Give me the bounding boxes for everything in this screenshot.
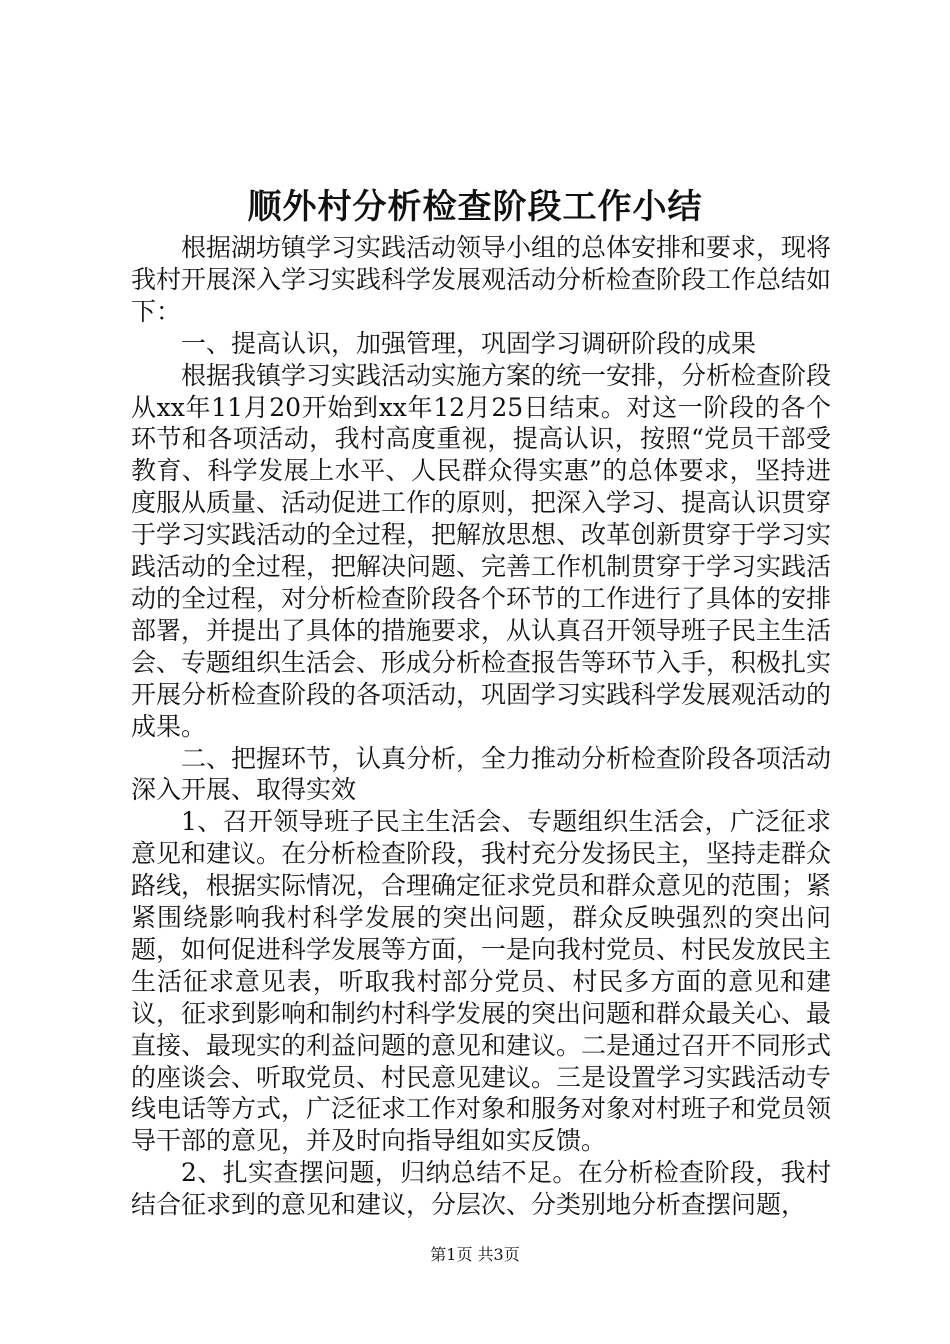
page-footer: 第1页 共3页: [430, 1245, 520, 1264]
paragraph-item-1: 1、召开领导班子民主生活会、专题组织生活会，广泛征求意见和建议。在分析检查阶段，我村充分发扬民主，坚持走群众路线，根据实际情况，合理确定征求党员和群众意见的范围；紧紧围绕影响我村科学发展的突出问题，群众反映强烈的突出问题，如何促进科学发展等方面，一是向我村党员、村民发放民主生活征求意见表，听取我村部分党员、村民多方面的意见和建议，征求到影响和制约村科学发展的突出问题和群众最关心、最直接、最现实的利益问题的意见和建议。二是通过召开不同形式的座谈会、听取党员、村民意见建议。三是设置学习实践活动专线电话等方式，广泛征求工作对象和服务对象对村班子和党员领导干部的意见，并及时向指导组如实反馈。: [131, 807, 832, 1156]
paragraph-intro: 根据湖坊镇学习实践活动领导小组的总体安排和要求，现将我村开展深入学习实践科学发展观活动分析检查阶段工作总结如下：: [131, 233, 832, 326]
section-heading-1: 一、提高认识，加强管理，巩固学习调研阶段的成果: [181, 328, 757, 358]
paragraph-item-2: 2、扎实查摆问题，归纳总结不足。在分析检查阶段，我村结合征求到的意见和建议，分层次、分类别地分析查摆问题，: [131, 1158, 831, 1220]
section-heading-2: 二、把握环节，认真分析，全力推动分析检查阶段各项活动深入开展、取得实效: [131, 743, 832, 805]
document-body: [131, 232, 831, 1221]
paragraph-section-1: 根据我镇学习实践活动实施方案的统一安排，分析检查阶段从xx年11月20开始到xx年12月25日结束。对这一阶段的各个环节和各项活动，我村高度重视，提高认识，按照“党员干部受教育、科学发展上水平、人民群众得实惠”的总体要求，坚持进度服从质量、活动促进工作的原则，把深入学习、提高认识贯穿于学习实践活动的全过程，把解放思想、改革创新贯穿于学习实践活动的全过程，把解决问题、完善工作机制贯穿于学习实践活动的全过程，对分析检查阶段各个环节的工作进行了具体的安排部署，并提出了具体的措施要求，从认真召开领导班子民主生活会、专题组织生活会、形成分析检查报告等环节入手，积极扎实开展分析检查阶段的各项活动，巩固学习实践科学发展观活动的成果。: [131, 360, 832, 741]
document-title: 顺外村分析检查阶段工作小结: [247, 187, 703, 227]
